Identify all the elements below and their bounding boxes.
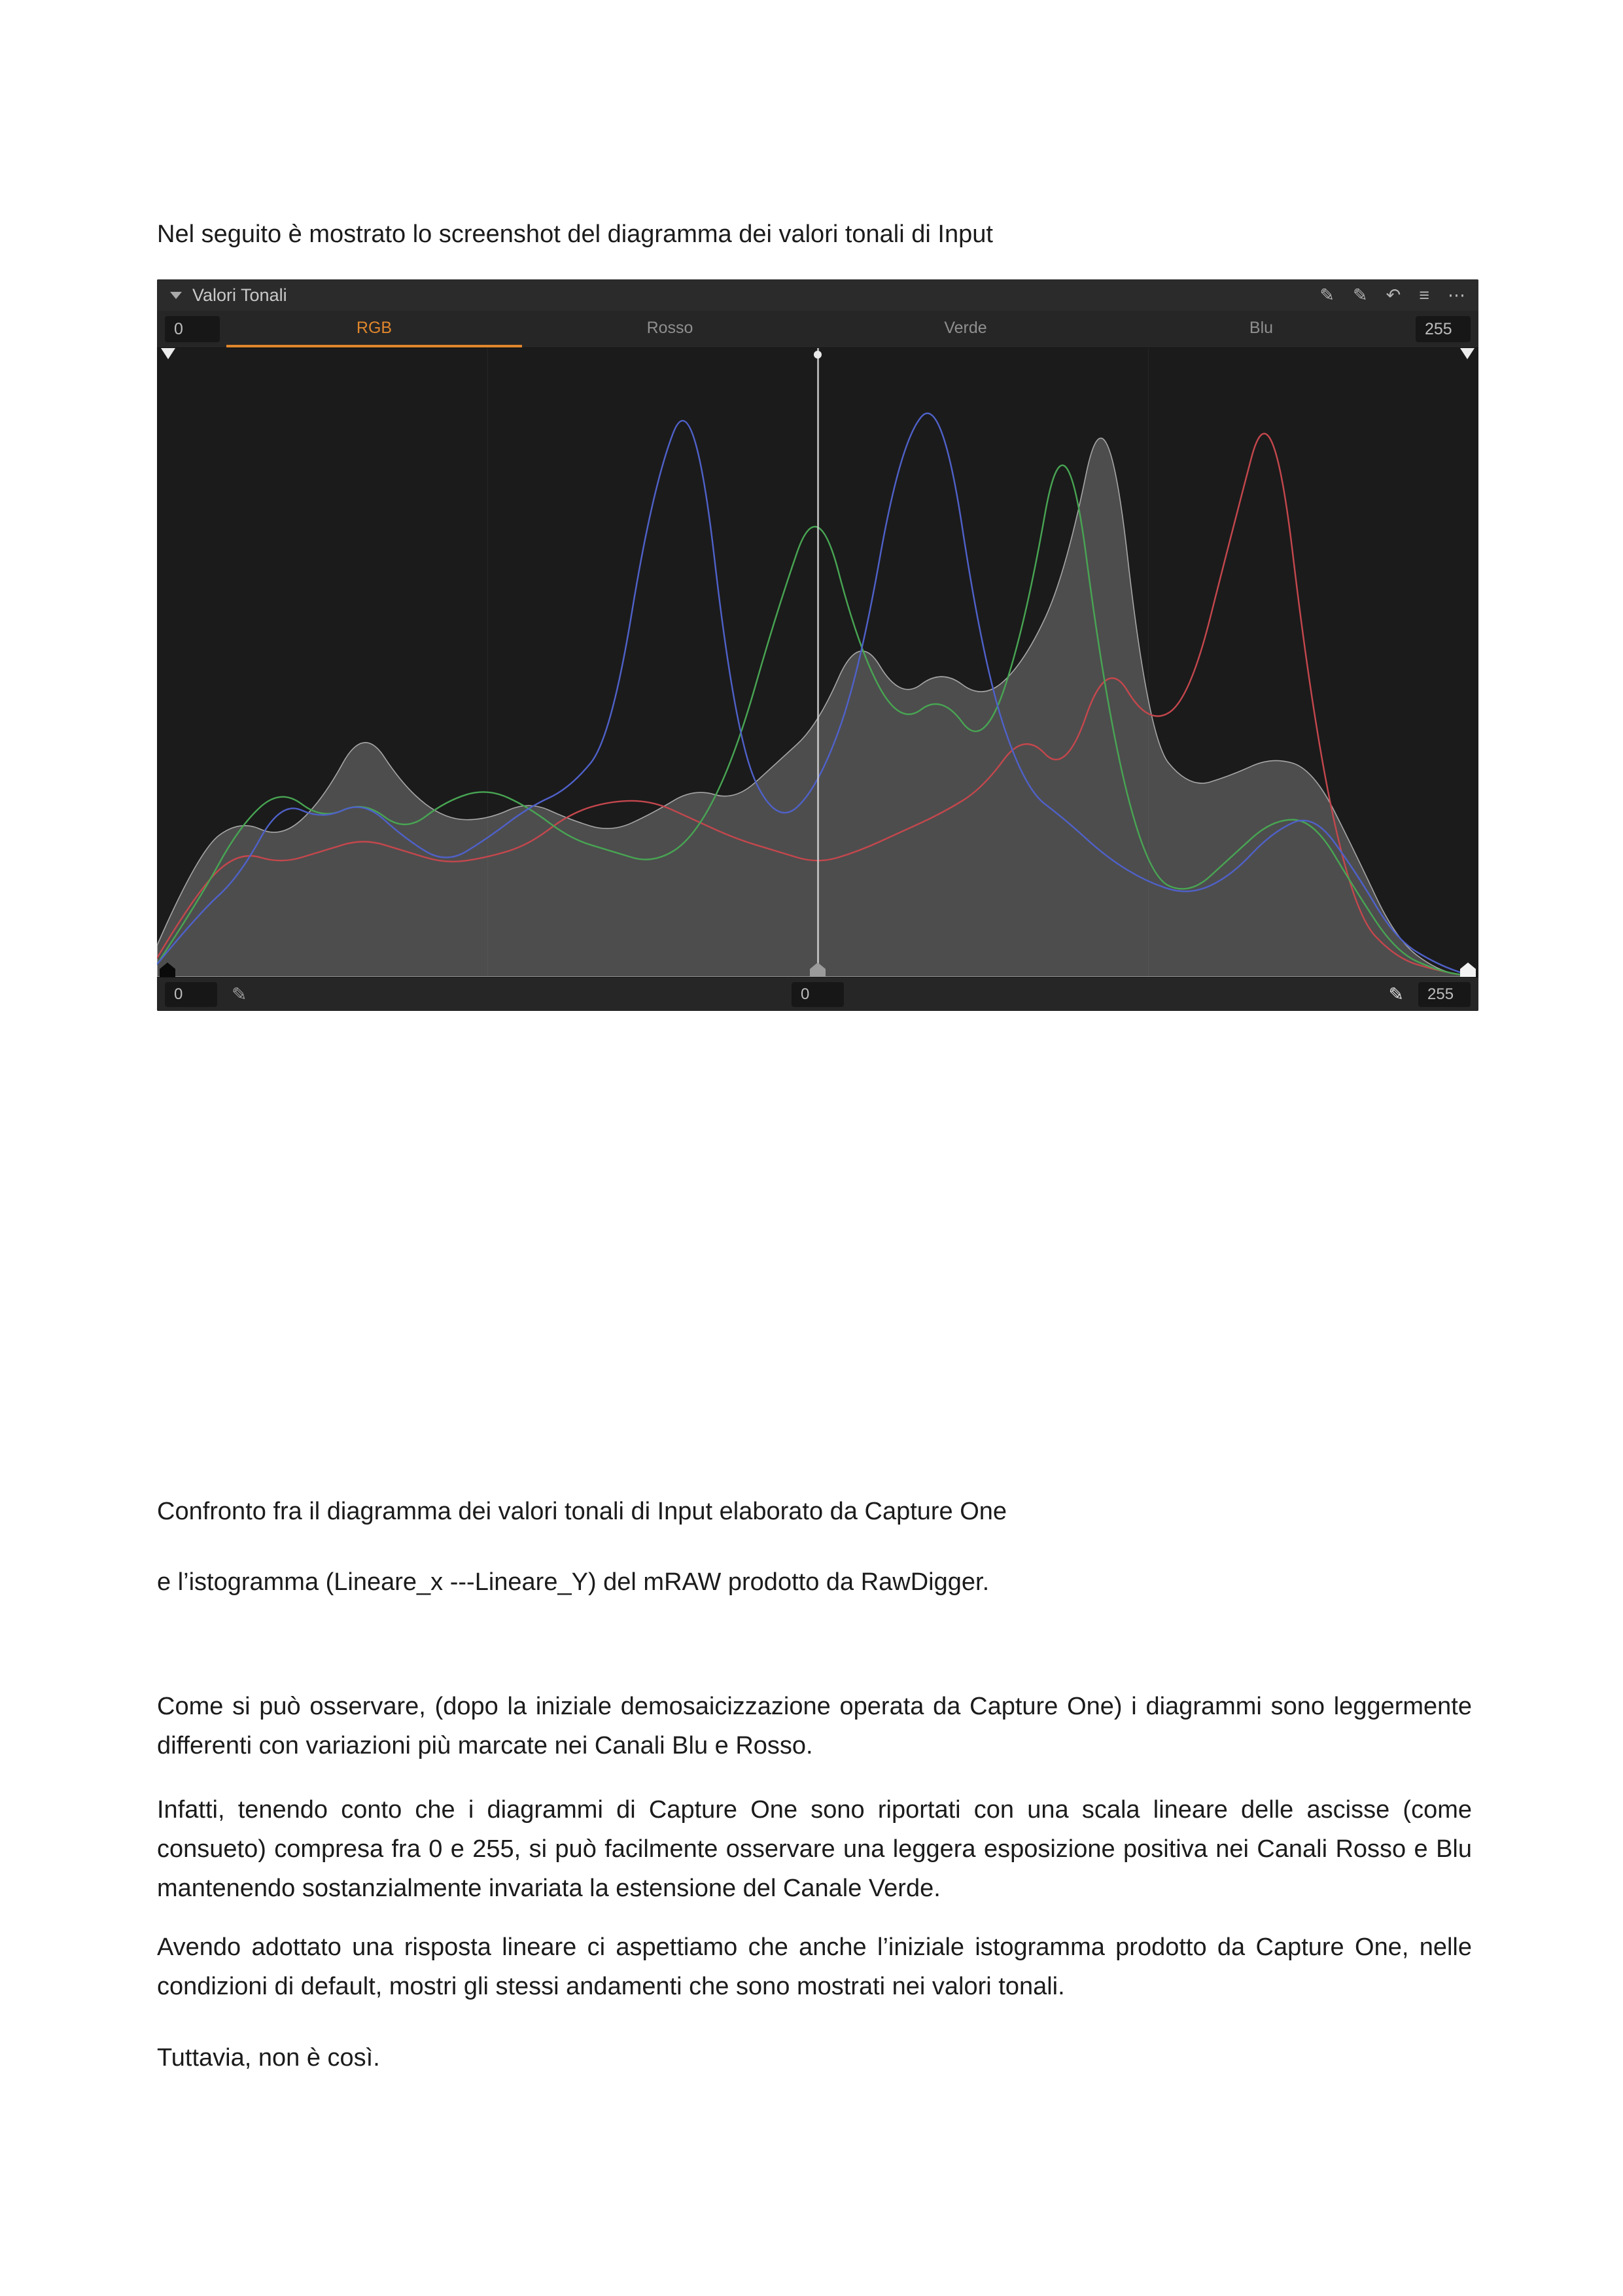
tab-rgb[interactable]: RGB xyxy=(226,311,522,347)
input-shadow-value-field[interactable]: 0 xyxy=(165,316,220,342)
shadow-input-marker[interactable] xyxy=(161,348,175,359)
white-picker-pencil-icon[interactable]: ✎ xyxy=(1388,983,1404,1004)
tab-blu[interactable]: Blu xyxy=(1249,318,1274,337)
midpoint-top-marker[interactable] xyxy=(814,351,822,359)
more-options-icon[interactable]: ⋯ xyxy=(1448,285,1465,305)
valori-tonali-panel xyxy=(157,279,1478,1011)
intro-text: Nel seguito è mostrato lo screenshot del diagramma dei valori tonali di Input xyxy=(157,221,993,248)
panel-header-toolbar xyxy=(1319,287,1465,304)
tab-verde[interactable]: Verde xyxy=(944,318,987,337)
histogram-series-luminanza xyxy=(157,438,1473,977)
paragraph-3: Avendo adottato una risposta lineare ci aspettiamo che anche l’iniziale istogramma prodotto da Capture One, nelle condizioni di default, mostri gli stessi andamenti che sono mostrati nei valori tonali. xyxy=(157,1934,1472,2000)
highlight-input-marker[interactable] xyxy=(1460,348,1475,359)
paragraph-4: Tuttavia, non è così. xyxy=(157,2044,380,2072)
output-black-value-field[interactable]: 0 xyxy=(165,982,217,1007)
midtone-value-field[interactable]: 0 xyxy=(792,982,844,1007)
edit-pencil-icon[interactable]: ✎ xyxy=(1319,285,1335,305)
paragraph-1: Come si può osservare, (dopo la iniziale demosaicizzazione operata da Capture One) i diagrammi sono leggermente differenti con variazioni più marcate nei Canali Blu e Rosso. xyxy=(157,1693,1472,1759)
panel-title: Valori Tonali xyxy=(192,285,287,305)
midpoint-marker-line[interactable] xyxy=(817,348,819,977)
channel-tabs xyxy=(226,311,1409,347)
histogram-area xyxy=(157,348,1478,977)
reset-icon[interactable]: ↶ xyxy=(1386,285,1401,305)
black-picker-pencil-icon[interactable]: ✎ xyxy=(232,983,247,1004)
collapse-chevron-icon[interactable] xyxy=(170,292,182,299)
panel-header xyxy=(157,279,1478,311)
input-highlight-value-field[interactable]: 255 xyxy=(1416,316,1471,342)
output-levels-bar xyxy=(157,977,1478,1011)
channel-tab-bar xyxy=(157,311,1478,348)
presets-menu-icon[interactable]: ≡ xyxy=(1419,285,1429,305)
copy-pencil-icon[interactable]: ✎ xyxy=(1352,285,1368,305)
paragraph-2: Infatti, tenendo conto che i diagrammi di Capture One sono riportati con una scala lineare delle ascisse (come consueto) compresa fra 0 e 255, si può facilmente osservare una leggera esposizione positiva nei Canali Rosso e Blu mantenendo sostanzialmente invariata la estensione del Canale Verde. xyxy=(157,1796,1472,1902)
tab-rosso[interactable]: Rosso xyxy=(646,318,693,337)
output-white-value-field[interactable]: 255 xyxy=(1418,982,1471,1007)
caption-line-1: Confronto fra il diagramma dei valori tonali di Input elaborato da Capture One xyxy=(157,1498,1007,1525)
caption-line-2: e l’istogramma (Lineare_x ---Lineare_Y) del mRAW prodotto da RawDigger. xyxy=(157,1568,990,1596)
